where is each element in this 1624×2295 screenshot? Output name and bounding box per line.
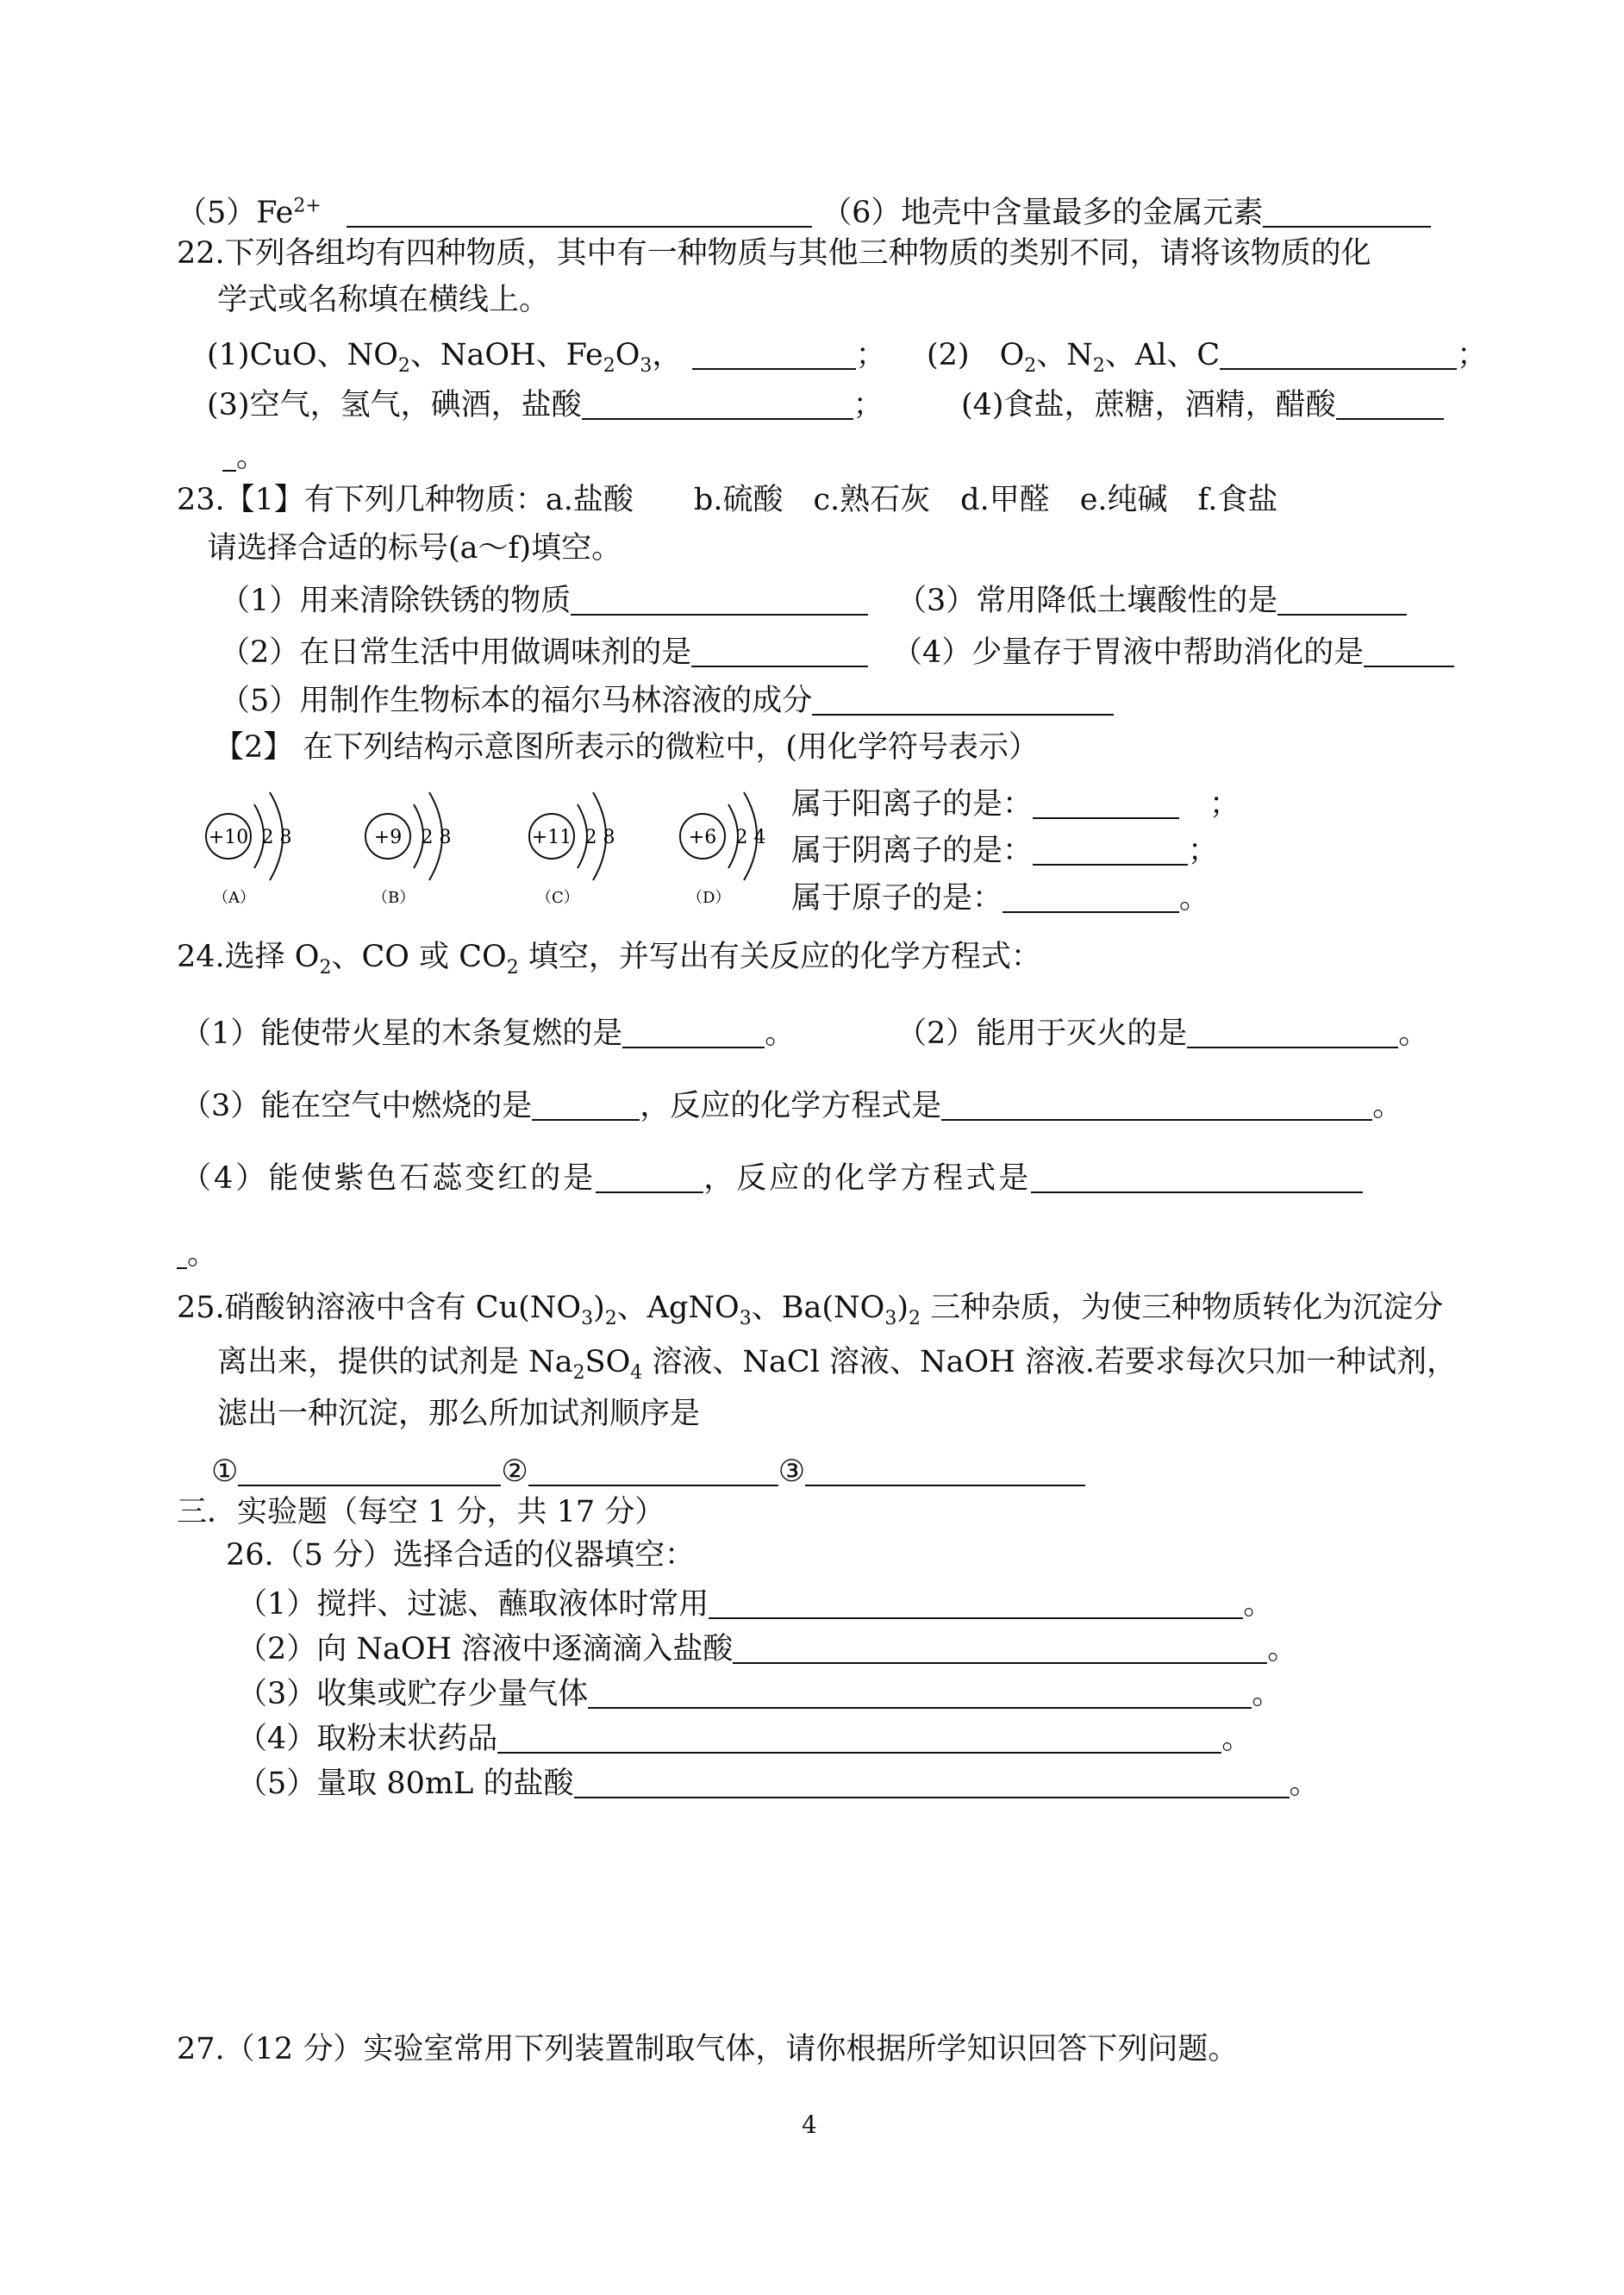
svg-text:（C）: （C） bbox=[536, 889, 579, 907]
q26-item4: （4）取粉末状药品 。 bbox=[237, 1722, 1252, 1756]
svg-text:2 8: 2 8 bbox=[421, 827, 452, 848]
q26-item2: （2）向 NaOH 溶液中逐滴滴入盐酸 。 bbox=[237, 1632, 1298, 1667]
q23-atom-blank[interactable] bbox=[1003, 880, 1179, 913]
q26-item5: （5）量取 80mL 的盐酸 。 bbox=[237, 1767, 1320, 1801]
q23-item4-blank[interactable] bbox=[1364, 635, 1454, 667]
q23-item5-blank[interactable] bbox=[812, 683, 1114, 716]
q23-item3-blank[interactable] bbox=[1277, 583, 1407, 616]
q24-stem: 24.选择 $O_2$、CO 或 $CO_2$ 填空，并写出有关反应的化学方程式： bbox=[177, 940, 1041, 979]
q23-item5: （5）用制作生物标本的福尔马林溶液的成分 bbox=[220, 678, 1114, 720]
q21-item5-blank[interactable] bbox=[347, 195, 812, 228]
q23-item2: （2）在日常生活中用做调味剂的是 bbox=[220, 629, 868, 672]
q26-stem: 26.（5 分）选择合适的仪器填空： bbox=[226, 1538, 696, 1573]
svg-text:+10: +10 bbox=[208, 827, 249, 848]
svg-text:+11: +11 bbox=[531, 827, 572, 848]
q23-item1-blank[interactable] bbox=[571, 583, 868, 616]
q25-answer3-blank[interactable] bbox=[805, 1454, 1085, 1486]
q25-answers: ① ② ③ bbox=[211, 1448, 1085, 1491]
q22-group4: (4)食盐，蔗糖，酒精，醋酸 bbox=[961, 382, 1444, 424]
q24-item2-blank[interactable] bbox=[1187, 1016, 1398, 1048]
q24-item3-blank[interactable] bbox=[532, 1088, 640, 1121]
q26-item4-blank[interactable] bbox=[497, 1721, 1221, 1754]
q25-answer1-blank[interactable] bbox=[238, 1454, 501, 1486]
q24-item1-blank[interactable] bbox=[622, 1016, 765, 1048]
svg-text:2 8: 2 8 bbox=[261, 827, 292, 848]
q24-item4-equation-blank[interactable] bbox=[1031, 1160, 1363, 1193]
svg-text:2 4: 2 4 bbox=[735, 827, 766, 848]
page-number: 4 bbox=[802, 2111, 817, 2139]
q22-group3: (3)空气，氢气，碘酒，盐酸 ； bbox=[207, 388, 884, 422]
q22-group1-blank[interactable] bbox=[692, 337, 856, 370]
q25-answer2-blank[interactable] bbox=[528, 1454, 778, 1486]
atom-diagram-b bbox=[353, 780, 500, 910]
q25-line3: 滤出一种沉淀，那么所加试剂顺序是 bbox=[217, 1397, 701, 1431]
q21-item6: （6）地壳中含量最多的金属元素 bbox=[821, 196, 1264, 230]
q27-stem: 27.（12 分）实验室常用下列装置制取气体，请你根据所学知识回答下列问题。 bbox=[177, 2032, 1239, 2067]
q26-item1: （1）搅拌、过滤、蘸取液体时常用 。 bbox=[237, 1587, 1274, 1622]
q22-stem-line2: 学式或名称填在横线上。 bbox=[217, 283, 550, 317]
q24-item4-end: 。 bbox=[177, 1231, 217, 1273]
q24-item4-blank[interactable] bbox=[596, 1160, 703, 1193]
q23-stem: 23.【1】有下列几种物质：a.盐酸 b.硫酸 c.熟石灰 d.甲醛 e.纯碱 f.食盐 bbox=[177, 483, 1278, 517]
q21-item5-line: $(5)Fe^{2+}$ （6）地壳中含量最多的金属元素 bbox=[177, 190, 1431, 232]
q22-group2-blank[interactable] bbox=[1220, 337, 1457, 370]
q23-anion-blank[interactable] bbox=[1033, 833, 1188, 866]
svg-text:+9: +9 bbox=[373, 827, 403, 848]
q24-item1: （1）能使带火星的木条复燃的是 。 bbox=[181, 1016, 796, 1051]
q22-group3-blank[interactable] bbox=[582, 387, 853, 420]
q23-item3: （3）常用降低土壤酸性的是 bbox=[896, 578, 1407, 620]
q23-item4: （4）少量存于胃液中帮助消化的是 bbox=[892, 629, 1454, 672]
q23-instruction: 请选择合适的标号(a～f)填空。 bbox=[207, 531, 622, 566]
svg-text:2 8: 2 8 bbox=[584, 827, 615, 848]
q25-line2: 离出来，提供的试剂是 $Na_2SO_4$ 溶液、NaCl 溶液、NaOH 溶液.若要求每次只加一种试剂， bbox=[217, 1345, 1457, 1384]
svg-text:+6: +6 bbox=[688, 827, 717, 848]
q22-stem-line1: 22.下列各组均有四种物质，其中有一种物质与其他三种物质的类别不同，请将该物质的化 bbox=[177, 236, 1371, 271]
q26-item1-blank[interactable] bbox=[709, 1586, 1243, 1619]
q22-group4-blank[interactable] bbox=[1336, 387, 1444, 420]
svg-text:（B）: （B） bbox=[372, 889, 415, 907]
q21-item5: （5）Fe bbox=[177, 196, 294, 230]
q23-anion: 属于阴离子的是： ； bbox=[791, 834, 1219, 868]
atom-diagram-c bbox=[517, 780, 664, 910]
q23-part2: 【2】 在下列结构示意图所表示的微粒中，(用化学符号表示） bbox=[214, 730, 1040, 765]
q23-item2-blank[interactable] bbox=[691, 635, 868, 667]
q24-item3: （3）能在空气中燃烧的是 ，反应的化学方程式是 。 bbox=[181, 1089, 1403, 1123]
section3-title: 三．实验题（每空 1 分，共 17 分） bbox=[177, 1495, 665, 1529]
q26-item3: （3）收集或贮存少量气体 。 bbox=[237, 1677, 1283, 1711]
q24-item2: （2）能用于灭火的是 。 bbox=[896, 1016, 1429, 1051]
q23-atom: 属于原子的是： 。 bbox=[791, 881, 1210, 916]
q21-item6-blank[interactable] bbox=[1263, 195, 1431, 228]
q26-item5-blank[interactable] bbox=[574, 1766, 1290, 1798]
svg-text:（A）: （A） bbox=[213, 889, 255, 907]
q24-item4: （4）能使紫色石蕊变红的是 ，反应的化学方程式是 bbox=[181, 1155, 1363, 1198]
q22-group2: (2) $O_2$、$N_2$、Al、C ； bbox=[927, 338, 1488, 377]
q23-item1: （1）用来清除铁锈的物质 bbox=[220, 578, 868, 620]
q25-line1: 25.硝酸钠溶液中含有 $Cu(NO_3)_2$、AgNO$_3$、$Ba(NO_3)_2$ 三种杂质，为使三种物质转化为沉淀分 bbox=[177, 1291, 1444, 1329]
q26-item2-blank[interactable] bbox=[733, 1631, 1267, 1664]
q22-group1: (1)CuO、$NO_2$、NaOH、$Fe_2O_3$， ； bbox=[207, 338, 886, 377]
svg-text:（D）: （D） bbox=[687, 889, 731, 907]
q23-cation-blank[interactable] bbox=[1033, 786, 1179, 819]
atom-diagram-a bbox=[194, 780, 340, 910]
q22-group4-end: 。 bbox=[222, 434, 266, 476]
q24-item3-equation-blank[interactable] bbox=[941, 1088, 1372, 1121]
q26-item3-blank[interactable] bbox=[588, 1676, 1252, 1709]
q23-cation: 属于阳离子的是： ； bbox=[791, 787, 1240, 822]
